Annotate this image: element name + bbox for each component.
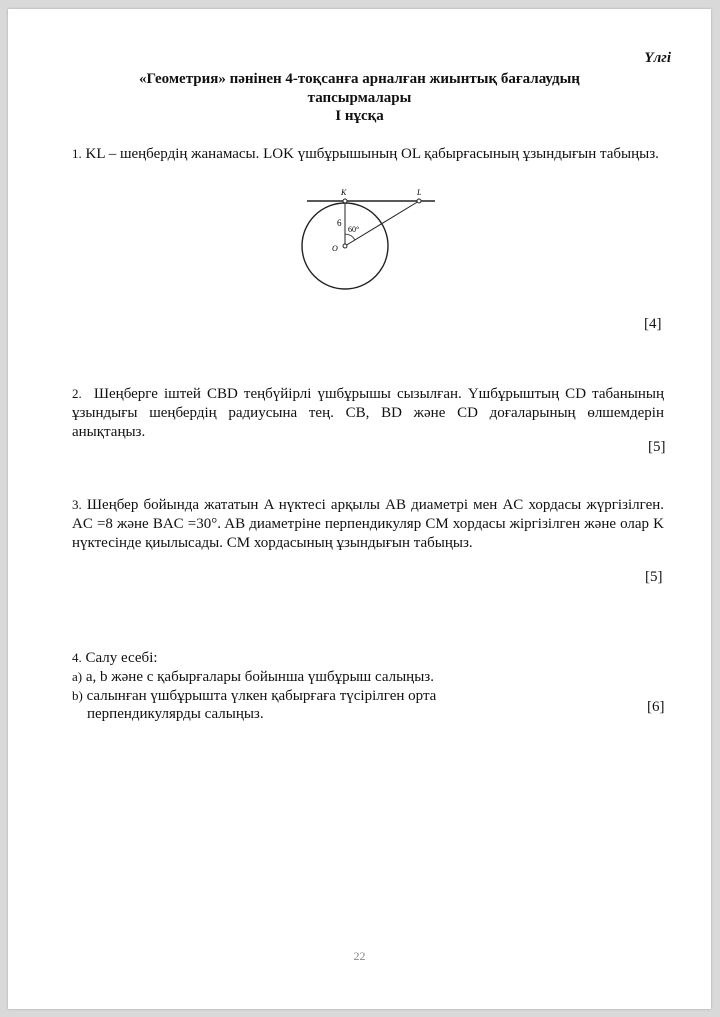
title-line-2: тапсырмалары [307,90,412,106]
point-k [343,199,347,203]
task-3-number: 3. [72,497,82,512]
label-o: O [332,244,338,253]
task-2-score: [5] [648,439,666,455]
page-number: 22 [353,949,366,963]
task-4-item-b-marker: b) [72,688,83,703]
task-3-score: [5] [645,569,663,585]
point-o [343,244,347,248]
task-2 [72,384,664,442]
task-1-text: KL – шеңбердің жанамасы. LOK үшбұрышының OL қабырғасының ұзындығын табыңыз. [85,146,659,162]
task-4-item-b-line-1: салынған үшбұрышта үлкен қабырғаға түсірілген орта [86,688,437,704]
task-2-number: 2. [72,386,82,401]
task-4-score: [6] [647,699,665,715]
task-1-number: 1. [72,146,82,161]
angle-arc [345,234,355,240]
label-l: L [417,188,422,197]
task-2-text: Шеңберге іштей CBD теңбүйірлі үшбұрышы сызылған. Үшбұрыштың CD табанының ұзындығы шеңбердің радиусына тең. CB, BD және CD доғаларының өлшемдерін анықтаңыз. [72,386,665,440]
variant-label: I нұсқа [335,108,384,124]
label-angle: 60° [348,225,360,234]
label-k: K [341,188,347,197]
point-l [417,199,421,203]
task-4-item-b-line-2: перпендикулярды салыңыз. [87,706,264,722]
task-4-item-a-marker: a) [72,669,83,684]
segment-ol [345,201,419,246]
task-4-number: 4. [72,650,82,665]
label-side: 6 [337,218,342,228]
tangent-circle-figure [293,185,453,305]
task-3 [72,495,664,553]
task-4-item-a-text: a, b және c қабырғалары бойынша үшбұрыш салыңыз. [85,669,434,685]
document-page [8,9,711,1009]
sample-label: Үлгі [644,50,671,66]
task-3-text: Шеңбер бойында жататын A нүктесі арқылы AB диаметрі мен AC хордасы жүргізілген. AC =8 және BAC =30°. AB диаметріне перпендикуляр CM хордасы жіргізілген және олар K нүктесінде қиылысады. CM хордасының ұзындығын табыңыз. [72,497,664,551]
task-4-item-a [72,667,664,687]
task-4-item-b [72,686,664,706]
title-line-1: «Геометрия» пәнінен 4-тоқсанға арналған жиынтық бағалаудың [139,71,580,87]
task-4-text: Салу есебі: [85,650,158,666]
task-1-score: [4] [644,316,662,332]
task-1 [72,144,664,164]
task-4-item-b-continued [87,705,679,724]
task-4 [72,648,664,668]
